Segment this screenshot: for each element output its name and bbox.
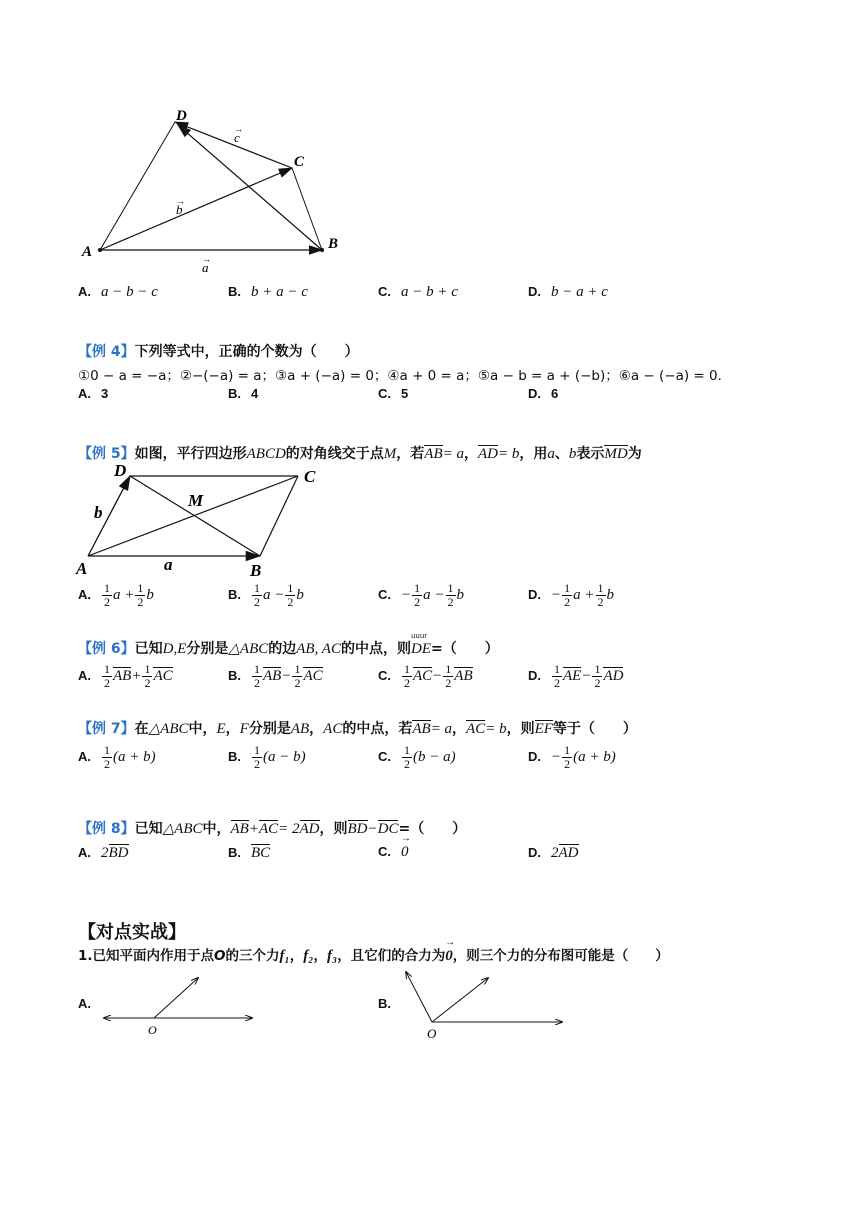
ex7-question: 【例 7】在△ABC中，E，F分别是AB，AC的中点，若AB= a，AC= b，则EF等于（ ） — [78, 721, 637, 737]
ex5-option-d[interactable]: D. − $\frac{1}{2}$ a + $\frac{1}{2}$ b — [528, 581, 614, 609]
q3-option-b[interactable]: B. b + a − c — [228, 284, 308, 300]
ex5-question: 【例 5】如图，平行四边形ABCD的对角线交于点M，若AB= a，AD= b，用a、b表示MD为 — [78, 446, 642, 462]
svg-text:→: → — [176, 196, 185, 206]
label-b: B — [328, 236, 339, 252]
practice-option-b-label[interactable]: B. — [378, 996, 391, 1011]
ex8-option-c[interactable]: C.→ 0 — [378, 844, 409, 861]
force-b-origin: O — [427, 1026, 437, 1041]
ex4-option-d[interactable]: D. 6 — [528, 386, 559, 401]
p-label-b-vec: b — [94, 503, 103, 522]
ex5-option-c[interactable]: C. − $\frac{1}{2}$ a − $\frac{1}{2}$ b — [378, 581, 464, 609]
ex6-option-c[interactable]: C. $\frac{1}{2}$ AC− $\frac{1}{2}$ AB — [378, 662, 473, 690]
uuur-artifact: uuur — [410, 632, 428, 640]
force-diagram-b[interactable] — [400, 966, 570, 1042]
ex8-option-b[interactable]: B. BC — [228, 845, 271, 861]
label-c: C — [294, 154, 305, 170]
ex5-option-a[interactable]: A. $\frac{1}{2}$ a + $\frac{1}{2}$ b — [78, 581, 154, 609]
ex7-option-c[interactable]: C. $\frac{1}{2}$ (b − a) — [378, 743, 456, 771]
label-d: D — [176, 108, 187, 124]
ex8-question: 【例 8】已知△ABC中，AB+AC= 2AD，则BD−DC=（ ） — [78, 821, 467, 837]
ex4-option-c[interactable]: C. 5 — [378, 386, 409, 401]
p-label-b-pt: B — [250, 561, 262, 580]
practice-q1: 1.已知平面内作用于点O的三个力f₁，f₂，f₃，且它们的合力为→ 0，则三个力的分布图可能是（ ） — [78, 944, 669, 965]
vector-bd — [178, 125, 322, 250]
p-label-a-vec: a — [164, 555, 173, 574]
ex4-option-b[interactable]: B. 4 — [228, 386, 259, 401]
ex5-option-b[interactable]: B. $\frac{1}{2}$ a − $\frac{1}{2}$ b — [228, 581, 304, 609]
label-vec-c: c — [234, 130, 240, 145]
label-a: A — [82, 244, 93, 260]
q3-option-a[interactable]: A. a − b − c — [78, 284, 158, 300]
ex8-option-a[interactable]: A. 2BD — [78, 845, 129, 861]
ex6-option-a[interactable]: A. $\frac{1}{2}$ AB+ $\frac{1}{2}$ AC — [78, 662, 173, 690]
vector-b — [100, 168, 292, 250]
q3-option-d[interactable]: D. b − a + c — [528, 284, 608, 300]
p-label-m: M — [188, 491, 204, 510]
vector-figure-abcd — [70, 100, 360, 280]
ex7-option-b[interactable]: B. $\frac{1}{2}$ (a − b) — [228, 743, 306, 771]
p-label-d: D — [114, 461, 127, 480]
p-label-a-pt: A — [76, 559, 88, 578]
ex6-question: 【例 6】已知D,E分别是△ABC的边AB, AC的中点，则 uuur DE=（ ） — [78, 632, 499, 657]
practice-option-a-label[interactable]: A. — [78, 996, 91, 1011]
ex6-option-b[interactable]: B. $\frac{1}{2}$ AB− $\frac{1}{2}$ AC — [228, 662, 323, 690]
force-a-origin: O — [148, 1023, 157, 1037]
force-diagram-a[interactable] — [100, 974, 260, 1038]
label-vec-a: a — [202, 260, 209, 275]
q3-option-c[interactable]: C. a − b + c — [378, 284, 458, 300]
ex4-question: 【例 4】下列等式中，正确的个数为（ ） — [78, 344, 359, 360]
ex4-option-a[interactable]: A. 3 — [78, 386, 109, 401]
segment-ad — [100, 122, 175, 250]
p-label-c: C — [304, 467, 316, 486]
ex7-option-d[interactable]: D. − $\frac{1}{2}$ (a + b) — [528, 743, 616, 771]
ex4-items: ①0 − a = −a；②−(−a) = a；③a + (−a) = 0；④a + 0 = a；⑤a − b = a + (−b)；⑥a − (−a) = 0． — [78, 368, 732, 384]
svg-text:→: → — [234, 124, 243, 134]
practice-title: 【对点实战】 — [78, 922, 186, 943]
ex6-option-d[interactable]: D. $\frac{1}{2}$ AE− $\frac{1}{2}$ AD — [528, 662, 624, 690]
label-vec-b: b — [176, 202, 183, 217]
ex8-option-d[interactable]: D. 2AD — [528, 845, 579, 861]
parallelogram-figure — [70, 458, 330, 582]
svg-text:→: → — [202, 254, 211, 264]
ex7-option-a[interactable]: A. $\frac{1}{2}$ (a + b) — [78, 743, 156, 771]
